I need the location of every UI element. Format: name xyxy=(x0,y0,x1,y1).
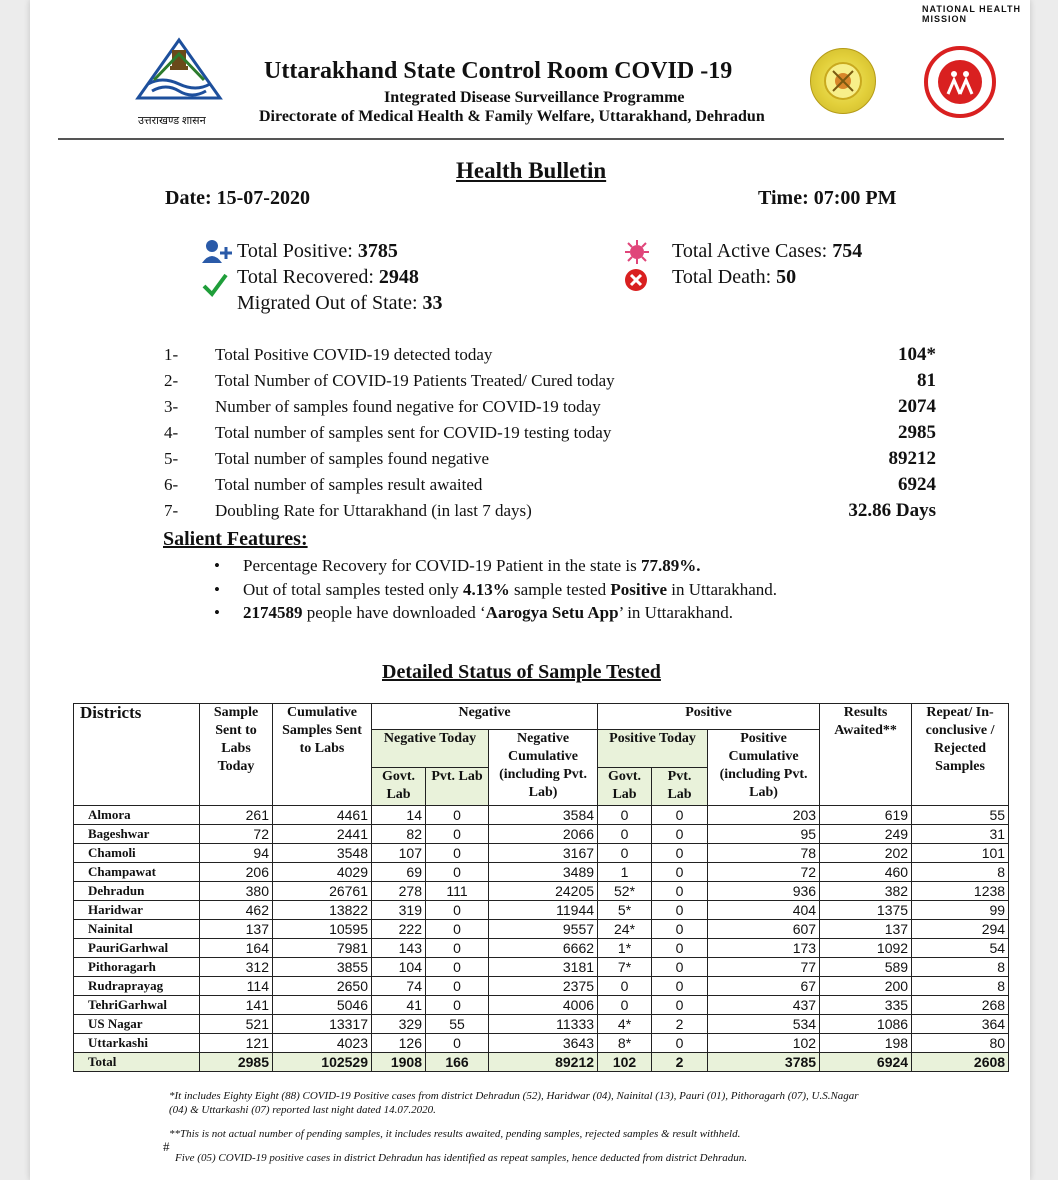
header-cumulative-sent: Cumulative Samples Sent to Labs xyxy=(273,704,372,806)
header-positive-cumulative: Positive Cumulative (including Pvt. Lab) xyxy=(708,730,820,806)
cell: 382 xyxy=(820,882,912,901)
header-positive-today: Positive Today xyxy=(598,730,708,768)
district-name: Bageshwar xyxy=(74,825,200,844)
cell: 54 xyxy=(912,939,1009,958)
cell: 126 xyxy=(372,1034,426,1053)
cell: 101 xyxy=(912,844,1009,863)
cell: 89212 xyxy=(489,1053,598,1072)
list-index: 5- xyxy=(164,449,179,468)
cell: 26761 xyxy=(273,882,372,901)
cell: 278 xyxy=(372,882,426,901)
cell: 936 xyxy=(708,882,820,901)
cell: 0 xyxy=(652,977,708,996)
cell: 0 xyxy=(426,863,489,882)
cell: 2650 xyxy=(273,977,372,996)
cell: 8 xyxy=(912,863,1009,882)
list-item-label: Total number of samples found negative xyxy=(215,449,490,468)
district-name: US Nagar xyxy=(74,1015,200,1034)
cell: 13822 xyxy=(273,901,372,920)
uttarakhand-emblem-icon xyxy=(134,36,224,108)
cell: 1 xyxy=(598,863,652,882)
govt-caption: उत्तराखण्ड शासन xyxy=(138,115,206,127)
cell: 619 xyxy=(820,806,912,825)
district-name: TehriGarhwal xyxy=(74,996,200,1015)
cell: 437 xyxy=(708,996,820,1015)
list-item-label: Number of samples found negative for COVID-19 today xyxy=(215,397,601,416)
header-neg-pvt-lab: Pvt. Lab xyxy=(426,768,489,806)
cell: 114 xyxy=(200,977,273,996)
cell: 82 xyxy=(372,825,426,844)
cell: 3181 xyxy=(489,958,598,977)
cell: 11944 xyxy=(489,901,598,920)
cell: 102 xyxy=(598,1053,652,1072)
sample-status-table xyxy=(73,703,1009,1072)
cell: 24* xyxy=(598,920,652,939)
cell: 462 xyxy=(200,901,273,920)
cell: 0 xyxy=(426,1034,489,1053)
cell: 72 xyxy=(200,825,273,844)
district-name: Haridwar xyxy=(74,901,200,920)
list-index: 7- xyxy=(164,501,179,520)
header-results-awaited: Results Awaited** xyxy=(820,704,912,806)
cell: 102529 xyxy=(273,1053,372,1072)
cell: 55 xyxy=(912,806,1009,825)
table-row xyxy=(74,996,1009,1015)
cell: 0 xyxy=(652,844,708,863)
cell: 0 xyxy=(652,806,708,825)
cell: 380 xyxy=(200,882,273,901)
cell: 1375 xyxy=(820,901,912,920)
table-body xyxy=(74,806,1009,1072)
bulletin-page: उत्तराखण्ड शासन Uttarakhand State Control Room COVID -19 Integrated Disease Surveillance Programme Directorate of Medical Health & Family Welfare, Uttarakhand, Dehradun NATIONAL HEALTH MISSION Health Bulletin Date: 15-07-2020 Time: 07:00 PM Total Positive: 3785 Total Recovered: 2948 Migrated Out of State: 33 Total Active Cases: 754 Total Death: 50 1- Total Positive COVID-19 detected today 104* 2- Total Number of COVID-19 Patients Treated/ Cured today 81 3- Number of samples found negative for COVID-19 today 2074 4- Total number of samples sent for COVID-19 testing today 2985 5- Total number of samples found negative 89212 6- Total number of samples result awaited 6924 7- Doubling Rate for Uttarakhand (in last 7 days) 32.86 Days Salient Features: • Percentage Recovery for COVID-19 Patient in the state is 77.89%. • Out of total samples tested only 4.13% sample tested Positive in Uttarakhand. • 2174589 people have downloaded ‘Aarogya Setu App’ in Uttarakhand. Detailed Status of Sample Tested Districts Sample Sent to Labs Today Cumulative Samples Sent to Labs Negative Positive Results Awaited** Repeat/ In-conclusive / Rejected Samples Negative Today Negative Cumulative (including Pvt. Lab) Positive Today Positive Cumulative (including Pvt. Lab) Govt. Lab Pvt. Lab Govt. Lab Pvt. Lab Almora 261 4461 14 0 3584 0 0 203 619 55 Bageshwar 72 2441 82 0 2066 0 0 95 249 31 Chamoli 94 3548 107 0 3167 0 0 78 202 101 Champawat 206 4029 69 0 3489 1 0 72 460 8 Dehradun 380 26761 278 111 24205 52* 0 936 382 1238 Haridwar 462 13822 319 0 11944 5* 0 404 1375 99 Nainital 137 10595 222 0 9557 24* 0 607 137 294 PauriGarhwal 164 7981 143 0 6662 1* 0 173 1092 54 Pithoragarh 312 3855 104 0 3181 7* 0 77 589 8 Rudraprayag 114 2650 74 0 2375 0 0 67 200 8 TehriGarhwal 141 5046 41 0 4006 0 0 437 335 268 US Nagar 521 13317 329 55 11333 4* 2 534 1086 364 Uttarkashi 121 4023 126 0 3643 8* 0 102 198 80 Total 2985 102529 1908 166 89212 102 2 3785 6924 2608 *It includes Eighty Eight (88) COVID-19 Positive cases from district Dehradun (52), Haridwar (04), Nainital (13), Pauri (01), Pithoragarh (07), U.S.Nagar (04) & Uttarkashi (07) reported last night dated 14.07.2020. **This is not actual number of pending samples, it includes results awaited, pending samples, rejected samples & result withheld. # Five (05) COVID-19 positive cases in district Dehradun has identified as repeat samples, hence deducted from district Dehradun. xyxy=(30,0,1030,1180)
cell: 52* xyxy=(598,882,652,901)
table-row xyxy=(74,920,1009,939)
national-health-mission-logo-icon xyxy=(904,30,1016,126)
district-name: Pithoragarh xyxy=(74,958,200,977)
header-negative: Negative xyxy=(372,704,598,730)
cell: 0 xyxy=(426,844,489,863)
cell: 404 xyxy=(708,901,820,920)
cell: 8 xyxy=(912,958,1009,977)
cell: 2441 xyxy=(273,825,372,844)
cell: 173 xyxy=(708,939,820,958)
cell: 589 xyxy=(820,958,912,977)
total-label: Total xyxy=(74,1053,200,1072)
list-item-label: Total number of samples result awaited xyxy=(215,475,483,494)
table-row xyxy=(74,958,1009,977)
cell: 268 xyxy=(912,996,1009,1015)
district-name: PauriGarhwal xyxy=(74,939,200,958)
death-x-icon xyxy=(624,268,648,297)
list-index: 2- xyxy=(164,371,179,390)
header-divider xyxy=(58,138,1004,140)
cell: 2608 xyxy=(912,1053,1009,1072)
cell: 24205 xyxy=(489,882,598,901)
header-negative-today: Negative Today xyxy=(372,730,489,768)
header-positive: Positive xyxy=(598,704,820,730)
list-index: 6- xyxy=(164,475,179,494)
list-index: 1- xyxy=(164,345,179,364)
cell: 294 xyxy=(912,920,1009,939)
total-death: Total Death: 50 xyxy=(672,266,797,288)
cell: 198 xyxy=(820,1034,912,1053)
cell: 107 xyxy=(372,844,426,863)
cell: 55 xyxy=(426,1015,489,1034)
header-neg-govt-lab: Govt. Lab xyxy=(372,768,426,806)
footnote-1-cont: (04) & Uttarkashi (07) reported last night dated 14.07.2020. xyxy=(169,1104,436,1116)
cell: 78 xyxy=(708,844,820,863)
cell: 0 xyxy=(426,920,489,939)
cell: 0 xyxy=(598,825,652,844)
cell: 31 xyxy=(912,825,1009,844)
cell: 9557 xyxy=(489,920,598,939)
district-name: Rudraprayag xyxy=(74,977,200,996)
list-item-value: 104* xyxy=(898,344,936,365)
cell: 0 xyxy=(652,825,708,844)
list-item-value: 2074 xyxy=(898,396,936,417)
idsp-logo-icon xyxy=(810,48,876,114)
cell: 137 xyxy=(820,920,912,939)
cell: 0 xyxy=(652,958,708,977)
cell: 0 xyxy=(426,958,489,977)
cell: 0 xyxy=(598,806,652,825)
cell: 80 xyxy=(912,1034,1009,1053)
cell: 95 xyxy=(708,825,820,844)
cell: 13317 xyxy=(273,1015,372,1034)
cell: 4023 xyxy=(273,1034,372,1053)
cell: 0 xyxy=(598,977,652,996)
cell: 3489 xyxy=(489,863,598,882)
list-item-value: 2985 xyxy=(898,422,936,443)
cell: 335 xyxy=(820,996,912,1015)
cell: 0 xyxy=(652,939,708,958)
cell: 1092 xyxy=(820,939,912,958)
list-item-value: 81 xyxy=(917,370,936,391)
cell: 2 xyxy=(652,1015,708,1034)
cell: 0 xyxy=(652,1034,708,1053)
cell: 1* xyxy=(598,939,652,958)
cell: 4* xyxy=(598,1015,652,1034)
footnote-3-mark: # xyxy=(163,1139,170,1154)
salient-heading: Salient Features: xyxy=(163,528,308,550)
table-row xyxy=(74,977,1009,996)
cell: 312 xyxy=(200,958,273,977)
cell: 0 xyxy=(426,825,489,844)
cell: 137 xyxy=(200,920,273,939)
list-index: 4- xyxy=(164,423,179,442)
table-row xyxy=(74,1015,1009,1034)
cell: 0 xyxy=(426,977,489,996)
district-name: Uttarkashi xyxy=(74,1034,200,1053)
header-pos-govt-lab: Govt. Lab xyxy=(598,768,652,806)
cell: 11333 xyxy=(489,1015,598,1034)
virus-icon xyxy=(624,239,650,270)
cell: 206 xyxy=(200,863,273,882)
list-item-label: Total number of samples sent for COVID-19 testing today xyxy=(215,423,612,442)
page-subtitle-directorate: Directorate of Medical Health & Family Welfare, Uttarakhand, Dehradun xyxy=(259,108,765,125)
table-row xyxy=(74,882,1009,901)
cell: 1908 xyxy=(372,1053,426,1072)
cell: 164 xyxy=(200,939,273,958)
cell: 607 xyxy=(708,920,820,939)
table-title: Detailed Status of Sample Tested xyxy=(382,661,661,683)
cell: 0 xyxy=(652,863,708,882)
footnote-1: *It includes Eighty Eight (88) COVID-19 Positive cases from district Dehradun (52), Haridwar (04), Nainital (13), Pauri (01), Pithoragarh (07), U.S.Nagar xyxy=(169,1090,859,1102)
header-districts: Districts xyxy=(74,704,200,806)
cell: 104 xyxy=(372,958,426,977)
cell: 249 xyxy=(820,825,912,844)
cell: 0 xyxy=(426,939,489,958)
cell: 141 xyxy=(200,996,273,1015)
footnote-2: **This is not actual number of pending samples, it includes results awaited, pending samples, rejected samples & result withheld. xyxy=(169,1128,741,1140)
header-pos-pvt-lab: Pvt. Lab xyxy=(652,768,708,806)
district-name: Nainital xyxy=(74,920,200,939)
cell: 67 xyxy=(708,977,820,996)
page-title: Uttarakhand State Control Room COVID -19 xyxy=(264,58,733,84)
cell: 0 xyxy=(598,844,652,863)
cell: 1238 xyxy=(912,882,1009,901)
list-item-label: Total Positive COVID-19 detected today xyxy=(215,345,493,364)
cell: 5046 xyxy=(273,996,372,1015)
table-row xyxy=(74,1034,1009,1053)
total-active-cases: Total Active Cases: 754 xyxy=(672,240,863,262)
cell: 319 xyxy=(372,901,426,920)
cell: 6924 xyxy=(820,1053,912,1072)
user-add-icon xyxy=(202,239,234,268)
cell: 94 xyxy=(200,844,273,863)
cell: 121 xyxy=(200,1034,273,1053)
cell: 3548 xyxy=(273,844,372,863)
cell: 1086 xyxy=(820,1015,912,1034)
cell: 5* xyxy=(598,901,652,920)
cell: 0 xyxy=(598,996,652,1015)
footnote-3: Five (05) COVID-19 positive cases in district Dehradun has identified as repeat samples, hence deducted from district Dehradun. xyxy=(175,1152,747,1164)
cell: 4461 xyxy=(273,806,372,825)
table-row xyxy=(74,825,1009,844)
cell: 10595 xyxy=(273,920,372,939)
cell: 7* xyxy=(598,958,652,977)
cell: 0 xyxy=(652,996,708,1015)
cell: 4029 xyxy=(273,863,372,882)
header-repeat: Repeat/ In-conclusive / Rejected Samples xyxy=(912,704,1009,806)
cell: 0 xyxy=(426,901,489,920)
cell: 202 xyxy=(820,844,912,863)
list-index: 3- xyxy=(164,397,179,416)
header-negative-cumulative: Negative Cumulative (including Pvt. Lab) xyxy=(489,730,598,806)
cell: 3167 xyxy=(489,844,598,863)
cell: 77 xyxy=(708,958,820,977)
total-positive: Total Positive: 3785 xyxy=(237,240,398,262)
cell: 3643 xyxy=(489,1034,598,1053)
list-item-label: Total Number of COVID-19 Patients Treated/ Cured today xyxy=(215,371,615,390)
header-sample-sent: Sample Sent to Labs Today xyxy=(200,704,273,806)
cell: 364 xyxy=(912,1015,1009,1034)
cell: 69 xyxy=(372,863,426,882)
cell: 222 xyxy=(372,920,426,939)
district-name: Almora xyxy=(74,806,200,825)
list-item-value: 32.86 Days xyxy=(848,500,936,521)
cell: 2375 xyxy=(489,977,598,996)
cell: 3584 xyxy=(489,806,598,825)
cell: 460 xyxy=(820,863,912,882)
cell: 0 xyxy=(652,901,708,920)
cell: 111 xyxy=(426,882,489,901)
table-row xyxy=(74,844,1009,863)
cell: 0 xyxy=(426,996,489,1015)
cell: 72 xyxy=(708,863,820,882)
table-row xyxy=(74,863,1009,882)
cell: 102 xyxy=(708,1034,820,1053)
cell: 534 xyxy=(708,1015,820,1034)
list-item-value: 89212 xyxy=(888,448,936,469)
cell: 0 xyxy=(652,882,708,901)
cell: 143 xyxy=(372,939,426,958)
cell: 2066 xyxy=(489,825,598,844)
cell: 0 xyxy=(426,806,489,825)
total-recovered: Total Recovered: 2948 xyxy=(237,266,419,288)
table-row xyxy=(74,901,1009,920)
district-name: Dehradun xyxy=(74,882,200,901)
cell: 329 xyxy=(372,1015,426,1034)
page-subtitle: Integrated Disease Surveillance Programme xyxy=(384,89,685,106)
cell: 99 xyxy=(912,901,1009,920)
cell: 203 xyxy=(708,806,820,825)
bulletin-heading: Health Bulletin xyxy=(456,158,607,183)
cell: 521 xyxy=(200,1015,273,1034)
cell: 8* xyxy=(598,1034,652,1053)
table-row xyxy=(74,939,1009,958)
cell: 74 xyxy=(372,977,426,996)
list-item-value: 6924 xyxy=(898,474,936,495)
cell: 0 xyxy=(652,920,708,939)
cell: 3785 xyxy=(708,1053,820,1072)
cell: 166 xyxy=(426,1053,489,1072)
migrated-out: Migrated Out of State: 33 xyxy=(237,292,443,314)
cell: 14 xyxy=(372,806,426,825)
table-total-row xyxy=(74,1053,1009,1072)
cell: 41 xyxy=(372,996,426,1015)
bulletin-date: Date: 15-07-2020 xyxy=(165,187,310,209)
district-name: Chamoli xyxy=(74,844,200,863)
nhm-caption: NATIONAL HEALTH MISSION xyxy=(922,4,1021,24)
checkmark-icon xyxy=(202,272,228,303)
cell: 2 xyxy=(652,1053,708,1072)
table-row xyxy=(74,806,1009,825)
cell: 200 xyxy=(820,977,912,996)
cell: 7981 xyxy=(273,939,372,958)
list-item-label: Doubling Rate for Uttarakhand (in last 7 days) xyxy=(215,501,532,520)
cell: 261 xyxy=(200,806,273,825)
cell: 4006 xyxy=(489,996,598,1015)
cell: 3855 xyxy=(273,958,372,977)
district-name: Champawat xyxy=(74,863,200,882)
cell: 2985 xyxy=(200,1053,273,1072)
bulletin-time: Time: 07:00 PM xyxy=(758,187,897,209)
cell: 6662 xyxy=(489,939,598,958)
cell: 8 xyxy=(912,977,1009,996)
